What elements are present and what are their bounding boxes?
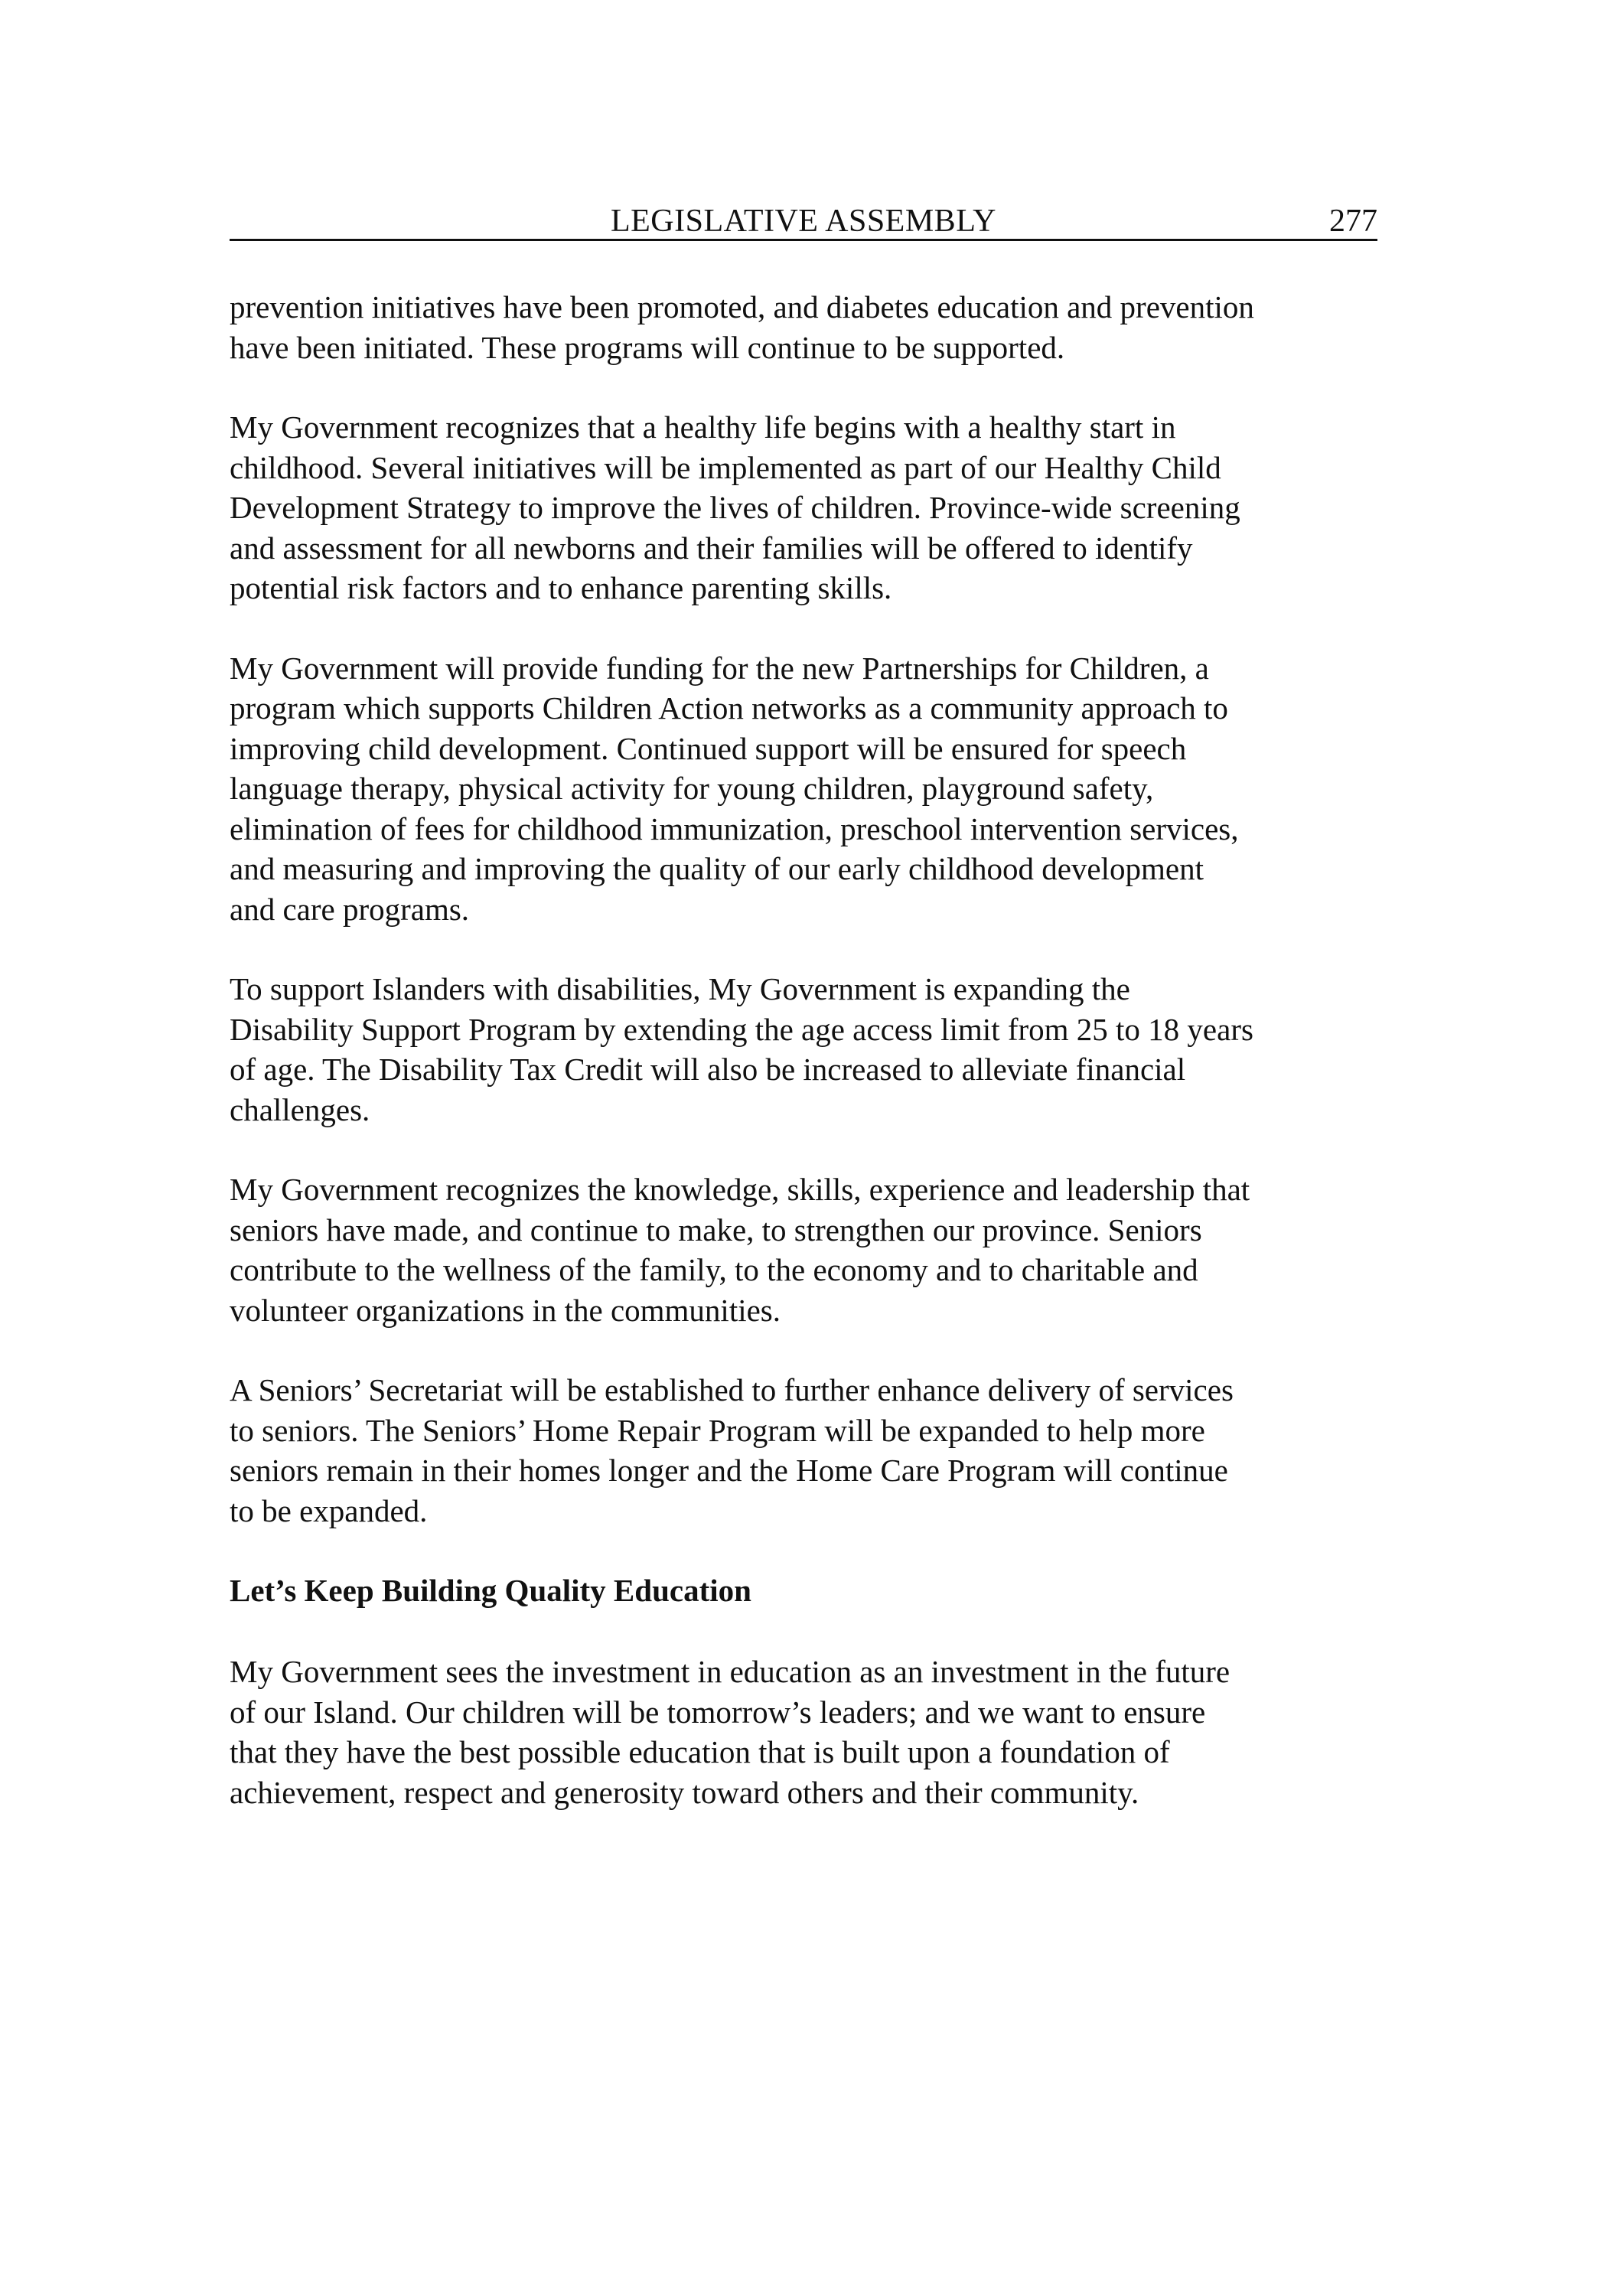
text-line: Development Strategy to improve the lives of children. Province-wide screening: [230, 490, 1240, 525]
document-page: [230, 197, 1377, 1852]
text-line: Disability Support Program by extending the age access limit from 25 to 18 years: [230, 1011, 1253, 1047]
header-title: LEGISLATIVE ASSEMBLY: [611, 204, 996, 239]
text-line: to be expanded.: [230, 1492, 428, 1528]
text-line: volunteer organizations in the communities.: [230, 1292, 781, 1328]
text-line: My Government sees the investment in education as an investment in the future: [230, 1654, 1231, 1689]
text-line: A Seniors’ Secretariat will be established to further enhance delivery of services: [230, 1372, 1234, 1407]
text-line: seniors remain in their homes longer and the Home Care Program will continue: [230, 1453, 1228, 1488]
text-line: to seniors. The Seniors’ Home Repair Program will be expanded to help more: [230, 1412, 1205, 1448]
running-header: [230, 197, 1377, 241]
text-line: language therapy, physical activity for young children, playground safety,: [230, 771, 1154, 806]
paragraph: [230, 1370, 1377, 1531]
paragraph: [230, 287, 1377, 367]
text-line: of our Island. Our children will be tomorrow’s leaders; and we want to ensure: [230, 1694, 1206, 1730]
text-line: that they have the best possible education that is built upon a foundation of: [230, 1734, 1170, 1769]
section-heading: Let’s Keep Building Quality Education: [230, 1573, 751, 1608]
paragraph: [230, 1652, 1377, 1812]
text-line: improving child development. Continued support will be ensured for speech: [230, 730, 1187, 766]
paragraph: [230, 1169, 1377, 1330]
page-number: 277: [1329, 204, 1377, 239]
paragraph: [230, 407, 1377, 608]
text-line: My Government recognizes the knowledge, skills, experience and leadership that: [230, 1172, 1250, 1207]
text-line: elimination of fees for childhood immunization, preschool intervention services,: [230, 810, 1239, 846]
text-line: My Government recognizes that a healthy life begins with a healthy start in: [230, 409, 1176, 445]
text-line: potential risk factors and to enhance parenting skills.: [230, 570, 892, 605]
text-line: My Government will provide funding for the new Partnerships for Children, a: [230, 650, 1209, 686]
text-line: and assessment for all newborns and their families will be offered to identify: [230, 530, 1193, 566]
text-line: challenges.: [230, 1091, 370, 1127]
body-text: [230, 287, 1377, 1812]
text-line: seniors have made, and continue to make, to strengthen our province. Seniors: [230, 1212, 1202, 1247]
text-line: program which supports Children Action networks as a community approach to: [230, 690, 1228, 726]
text-line: childhood. Several initiatives will be implemented as part of our Healthy Child: [230, 449, 1221, 485]
text-line: achievement, respect and generosity toward others and their community.: [230, 1774, 1139, 1810]
paragraph: [230, 969, 1377, 1130]
text-line: and care programs.: [230, 891, 470, 927]
text-line: of age. The Disability Tax Credit will also be increased to alleviate financial: [230, 1052, 1186, 1087]
text-line: To support Islanders with disabilities, My Government is expanding the: [230, 971, 1130, 1006]
text-line: prevention initiatives have been promoted, and diabetes education and prevention: [230, 289, 1254, 325]
text-line: have been initiated. These programs will continue to be supported.: [230, 329, 1065, 365]
text-line: and measuring and improving the quality of our early childhood development: [230, 851, 1204, 886]
text-line: contribute to the wellness of the family, to the economy and to charitable and: [230, 1252, 1198, 1287]
paragraph: [230, 648, 1377, 930]
